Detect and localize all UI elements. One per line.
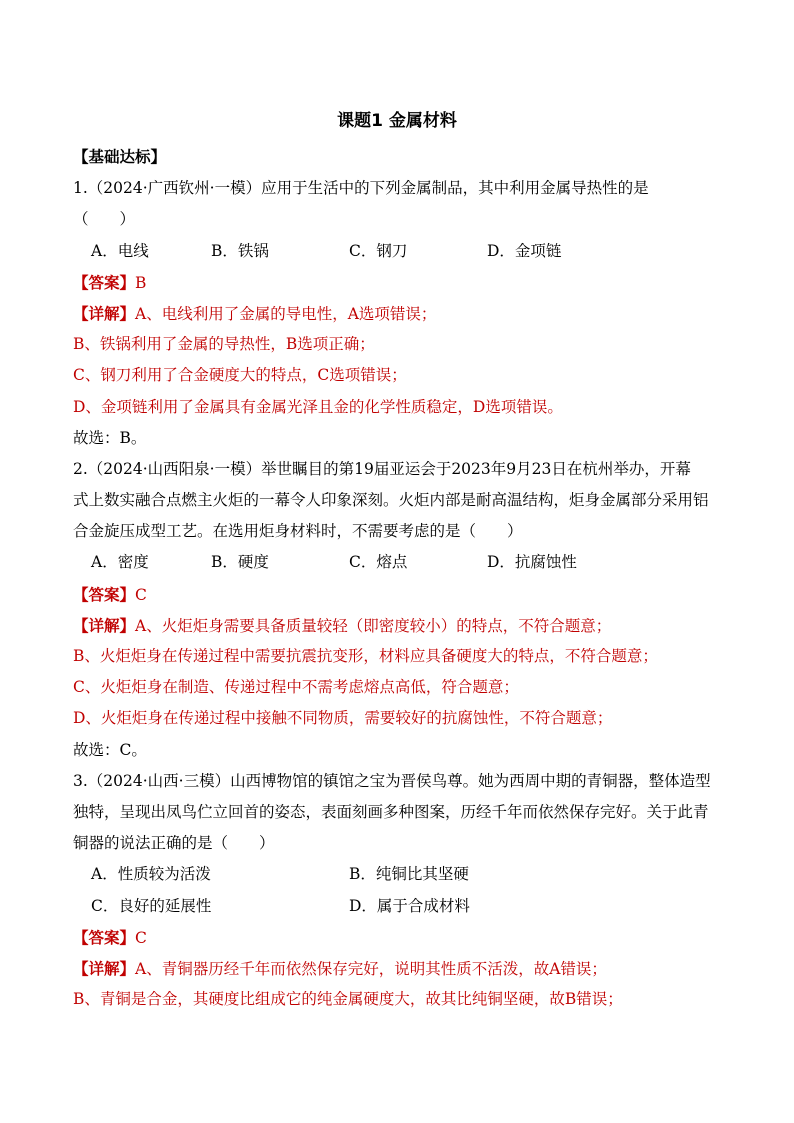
option-row [73,859,733,890]
detail-line: C、火炬炬身在制造、传递过程中不需考虑熔点高低，符合题意； [73,678,519,697]
option-c: C．熔点 [349,553,408,572]
question-2 [73,454,733,766]
answer-line [73,579,733,610]
answer-line [73,922,733,953]
answer-tag: 【答案】 [73,927,136,947]
answer-tag: 【答案】 [73,584,136,604]
conclusion: 故选：B。 [73,428,147,447]
question-stem-line: 独特，呈现出凤鸟伫立回首的姿态，表面刻画多种图案，历经千年而依然保存完好。关于此青 [73,802,709,821]
detail-line [73,953,733,984]
question-stem-line: 合金旋压成型工艺。在选用炬身材料时，不需要考虑的是（ ） [73,522,523,541]
detail-text: A、电线利用了金属的导电性，A选项错误； [135,304,437,323]
question-stem-line: 铜器的说法正确的是（ ） [73,834,275,853]
answer-value: C [135,585,147,604]
conclusion: 故选：C。 [73,740,147,759]
option-row [73,547,733,578]
option-a: A．密度 [91,553,149,572]
option-d: D．抗腐蚀性 [487,553,577,572]
detail-line [73,298,733,329]
content [73,142,733,1015]
answer-value: C [135,928,147,947]
option-b: B．纯铜比其坚硬 [349,865,469,884]
option-row [73,891,733,922]
detail-tag: 【详解】 [73,303,136,323]
answer-line [73,267,733,298]
answer-value: B [135,273,147,292]
detail-tag: 【详解】 [73,615,136,635]
option-a: A．性质较为活泼 [91,865,211,884]
detail-line: B、火炬炬身在传递过程中需要抗震抗变形，材料应具备硬度大的特点，不符合题意； [73,647,658,665]
question-1 [73,173,733,454]
answer-tag: 【答案】 [73,272,136,292]
section-heading: 【基础达标】 [73,148,167,166]
detail-tag: 【详解】 [73,958,136,978]
option-d: D．属于合成材料 [349,896,470,915]
option-c: C．钢刀 [349,241,408,260]
option-b: B．铁锅 [211,241,269,260]
detail-text: A、火炬炬身需要具备质量较轻（即密度较小）的特点，不符合题意； [135,616,612,635]
detail-line: D、火炬炬身在传递过程中接触不同物质，需要较好的抗腐蚀性，不符合题意； [73,709,613,728]
question-stem-line: 1.（2024·广西钦州·一模）应用于生活中的下列金属制品，其中利用金属导热性的是 [73,179,649,198]
question-stem-line: 2.（2024·山西阳泉·一模）举世瞩目的第19届亚运会于2023年9月23日在杭州举办，开幕 [73,459,691,478]
detail-line: C、钢刀利用了合金硬度大的特点，C选项错误； [73,366,407,385]
option-a: A．电线 [91,241,149,260]
option-b: B．硬度 [211,553,269,572]
detail-line: D、金项链利用了金属具有金属光泽且金的化学性质稳定，D选项错误。 [73,397,563,416]
detail-line: B、铁锅利用了金属的导热性，B选项正确； [73,335,375,354]
detail-line [73,610,733,641]
option-d: D．金项链 [487,241,562,260]
question-3 [73,766,733,1016]
option-c: C．良好的延展性 [91,896,212,915]
question-stem-line: 3.（2024·山西·三模）山西博物馆的镇馆之宝为晋侯鸟尊。她为西周中期的青铜器，整体造型 [73,771,711,790]
page-title: 课题1 金属材料 [337,111,457,131]
question-stem-line: （ ） [73,210,136,229]
detail-line: B、青铜是合金，其硬度比组成它的纯金属硬度大，故其比纯铜坚硬，故B错误； [73,990,623,1009]
detail-text: A、青铜器历经千年而依然保存完好，说明其性质不活泼，故A错误； [135,959,607,978]
question-stem-line: 式上数实融合点燃主火炬的一幕令人印象深刻。火炬内部是耐高温结构，炬身金属部分采用铝 [73,491,709,510]
option-row [73,236,733,267]
